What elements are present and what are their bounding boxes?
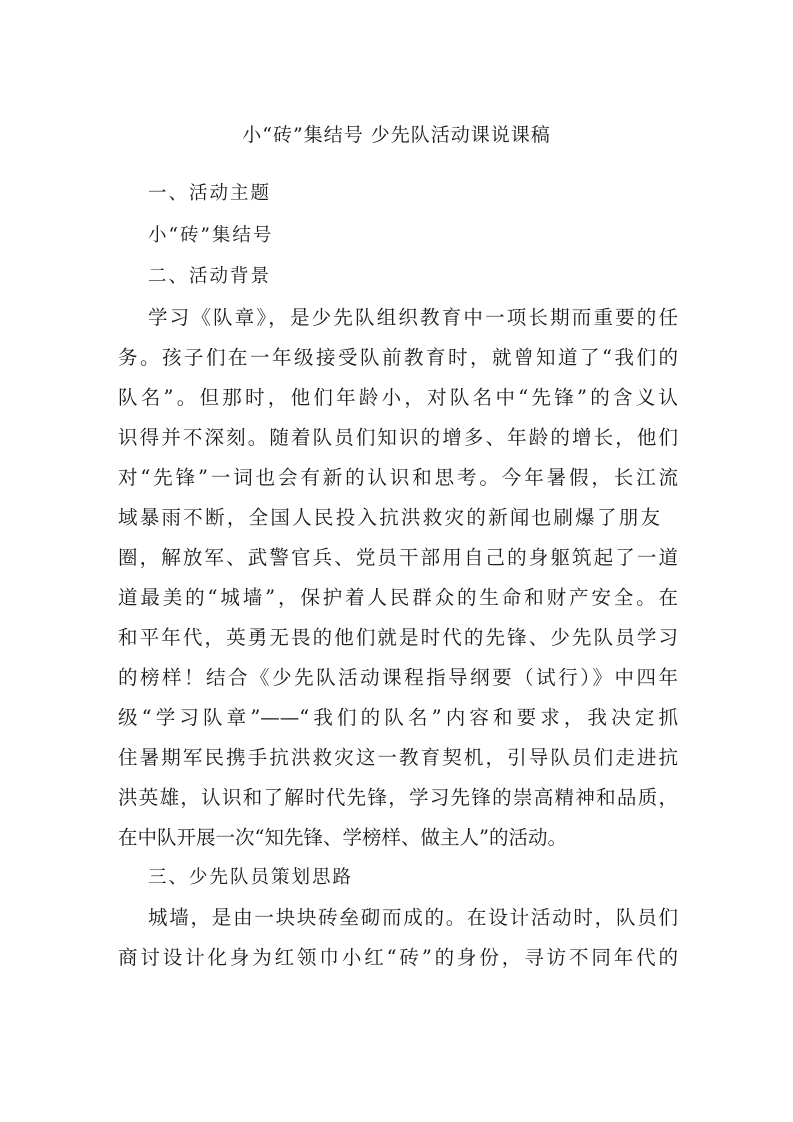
section-heading-background: 二、活动背景 [148, 266, 272, 287]
paragraph-line: 住暑期军民携手抗洪救灾这一教育契机，引导队员们走进抗 [118, 746, 678, 769]
paragraph-line: 识得并不深刻。随着队员们知识的增多、年龄的增长，他们 [118, 426, 678, 449]
paragraph-line: 域暴雨不断，全国人民投入抗洪救灾的新闻也刷爆了朋友 [118, 506, 660, 529]
paragraph-line: 商讨设计化身为红领巾小红“砖”的身份，寻访不同年代的 [118, 946, 678, 969]
page-title: 小“砖”集结号 少先队活动课说课稿 [242, 124, 551, 146]
paragraph-line: 队名”。但那时，他们年龄小，对队名中“先锋”的含义认 [118, 386, 678, 409]
section-heading-theme: 一、活动主题 [148, 183, 272, 204]
paragraph-line: 圈，解放军、武警官兵、党员干部用自己的身躯筑起了一道 [118, 546, 678, 569]
paragraph-line: 级“学习队章”——“我们的队名”内容和要求，我决定抓 [118, 706, 678, 729]
paragraph-line: 和平年代，英勇无畏的他们就是时代的先锋、少先队员学习 [118, 626, 678, 649]
section-heading-planning: 三、少先队员策划思路 [148, 867, 354, 888]
paragraph-line: 在中队开展一次“知先锋、学榜样、做主人”的活动。 [118, 826, 567, 849]
paragraph-line: 学习《队章》，是少先队组织教育中一项长期而重要的任 [148, 306, 678, 329]
paragraph-line: 道最美的“城墙”，保护着人民群众的生命和财产安全。在 [118, 586, 678, 609]
paragraph-line: 务。孩子们在一年级接受队前教育时，就曾知道了“我们的 [118, 346, 678, 369]
paragraph-line: 的榜样！结合《少先队活动课程指导纲要（试行）》中四年 [118, 666, 678, 689]
paragraph-line: 洪英雄，认识和了解时代先锋，学习先锋的崇高精神和品质， [118, 786, 678, 809]
paragraph-line: 城墙，是由一块块砖垒砌而成的。在设计活动时，队员们 [148, 906, 678, 929]
theme-text: 小“砖”集结号 [148, 225, 274, 246]
paragraph-line: 对“先锋”一词也会有新的认识和思考。今年暑假，长江流 [118, 466, 678, 489]
